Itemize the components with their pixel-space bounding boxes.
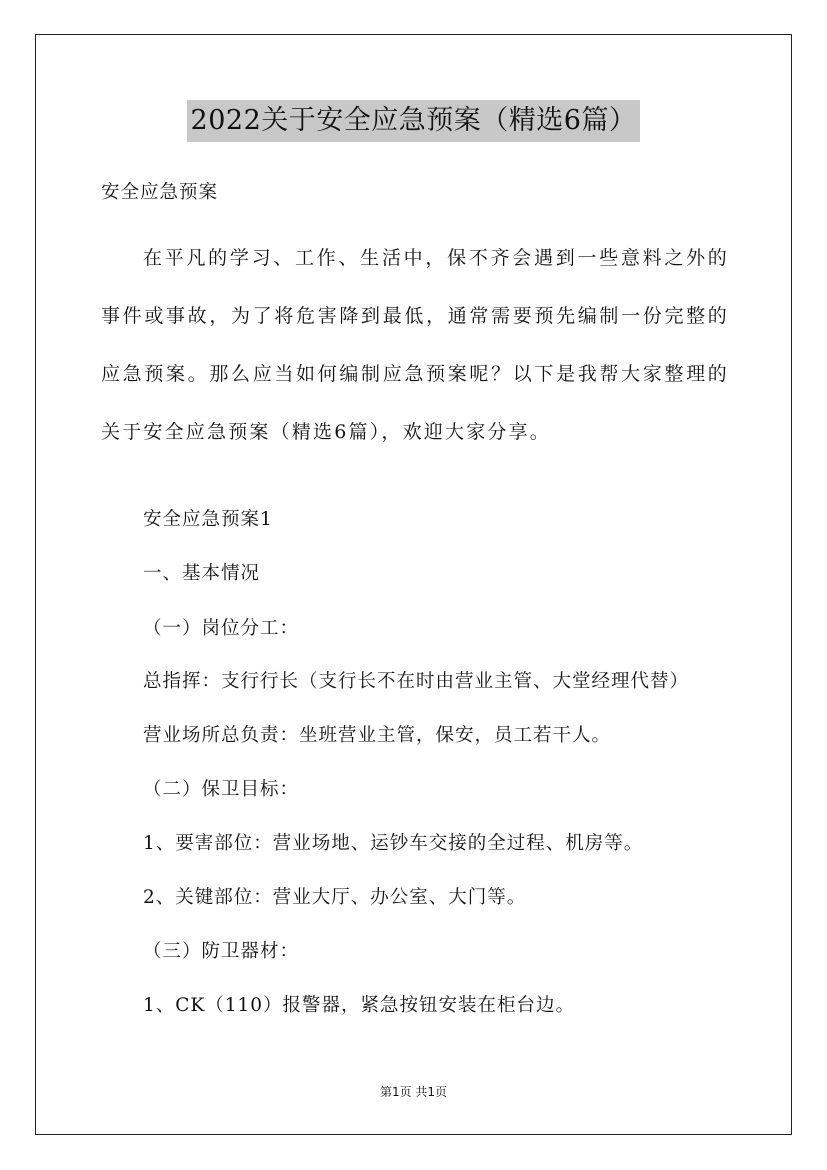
page-footer: 第1页 共1页 [379, 1085, 448, 1099]
title-container [0, 100, 827, 142]
document-title[interactable]: 2022关于安全应急预案（精选6篇） [187, 100, 641, 142]
intro-paragraph[interactable]: 在平凡的学习、工作、生活中，保不齐会遇到一些意料之外的事件或事故，为了将危害降到最低，通常需要预先编制一份完整的应急预案。那么应当如何编制应急预案呢？以下是我帮大家整理的关于安全应急预案（精选6篇），欢迎大家分享。 [101, 247, 729, 443]
body-line[interactable]: 1、CK（110）报警器，紧急按钮安装在柜台边。 [143, 995, 576, 1016]
body-line[interactable]: （三）防卫器材： [143, 941, 300, 962]
body-line[interactable]: 总指挥：支行行长（支行长不在时由营业主管、大堂经理代替） [143, 671, 690, 692]
body-line[interactable]: （一）岗位分工： [143, 618, 300, 639]
section-heading[interactable]: 安全应急预案 [101, 182, 219, 203]
body-line[interactable]: 一、基本情况 [143, 563, 261, 584]
body-line[interactable]: 1、要害部位：营业场地、运钞车交接的全过程、机房等。 [143, 833, 644, 854]
body-line[interactable]: （二）保卫目标： [143, 779, 300, 800]
subsection-title[interactable]: 安全应急预案1 [143, 509, 273, 530]
body-line[interactable]: 营业场所总负责：坐班营业主管，保安，员工若干人。 [143, 725, 612, 746]
body-line[interactable]: 2、关键部位：营业大厅、办公室、大门等。 [143, 887, 527, 908]
